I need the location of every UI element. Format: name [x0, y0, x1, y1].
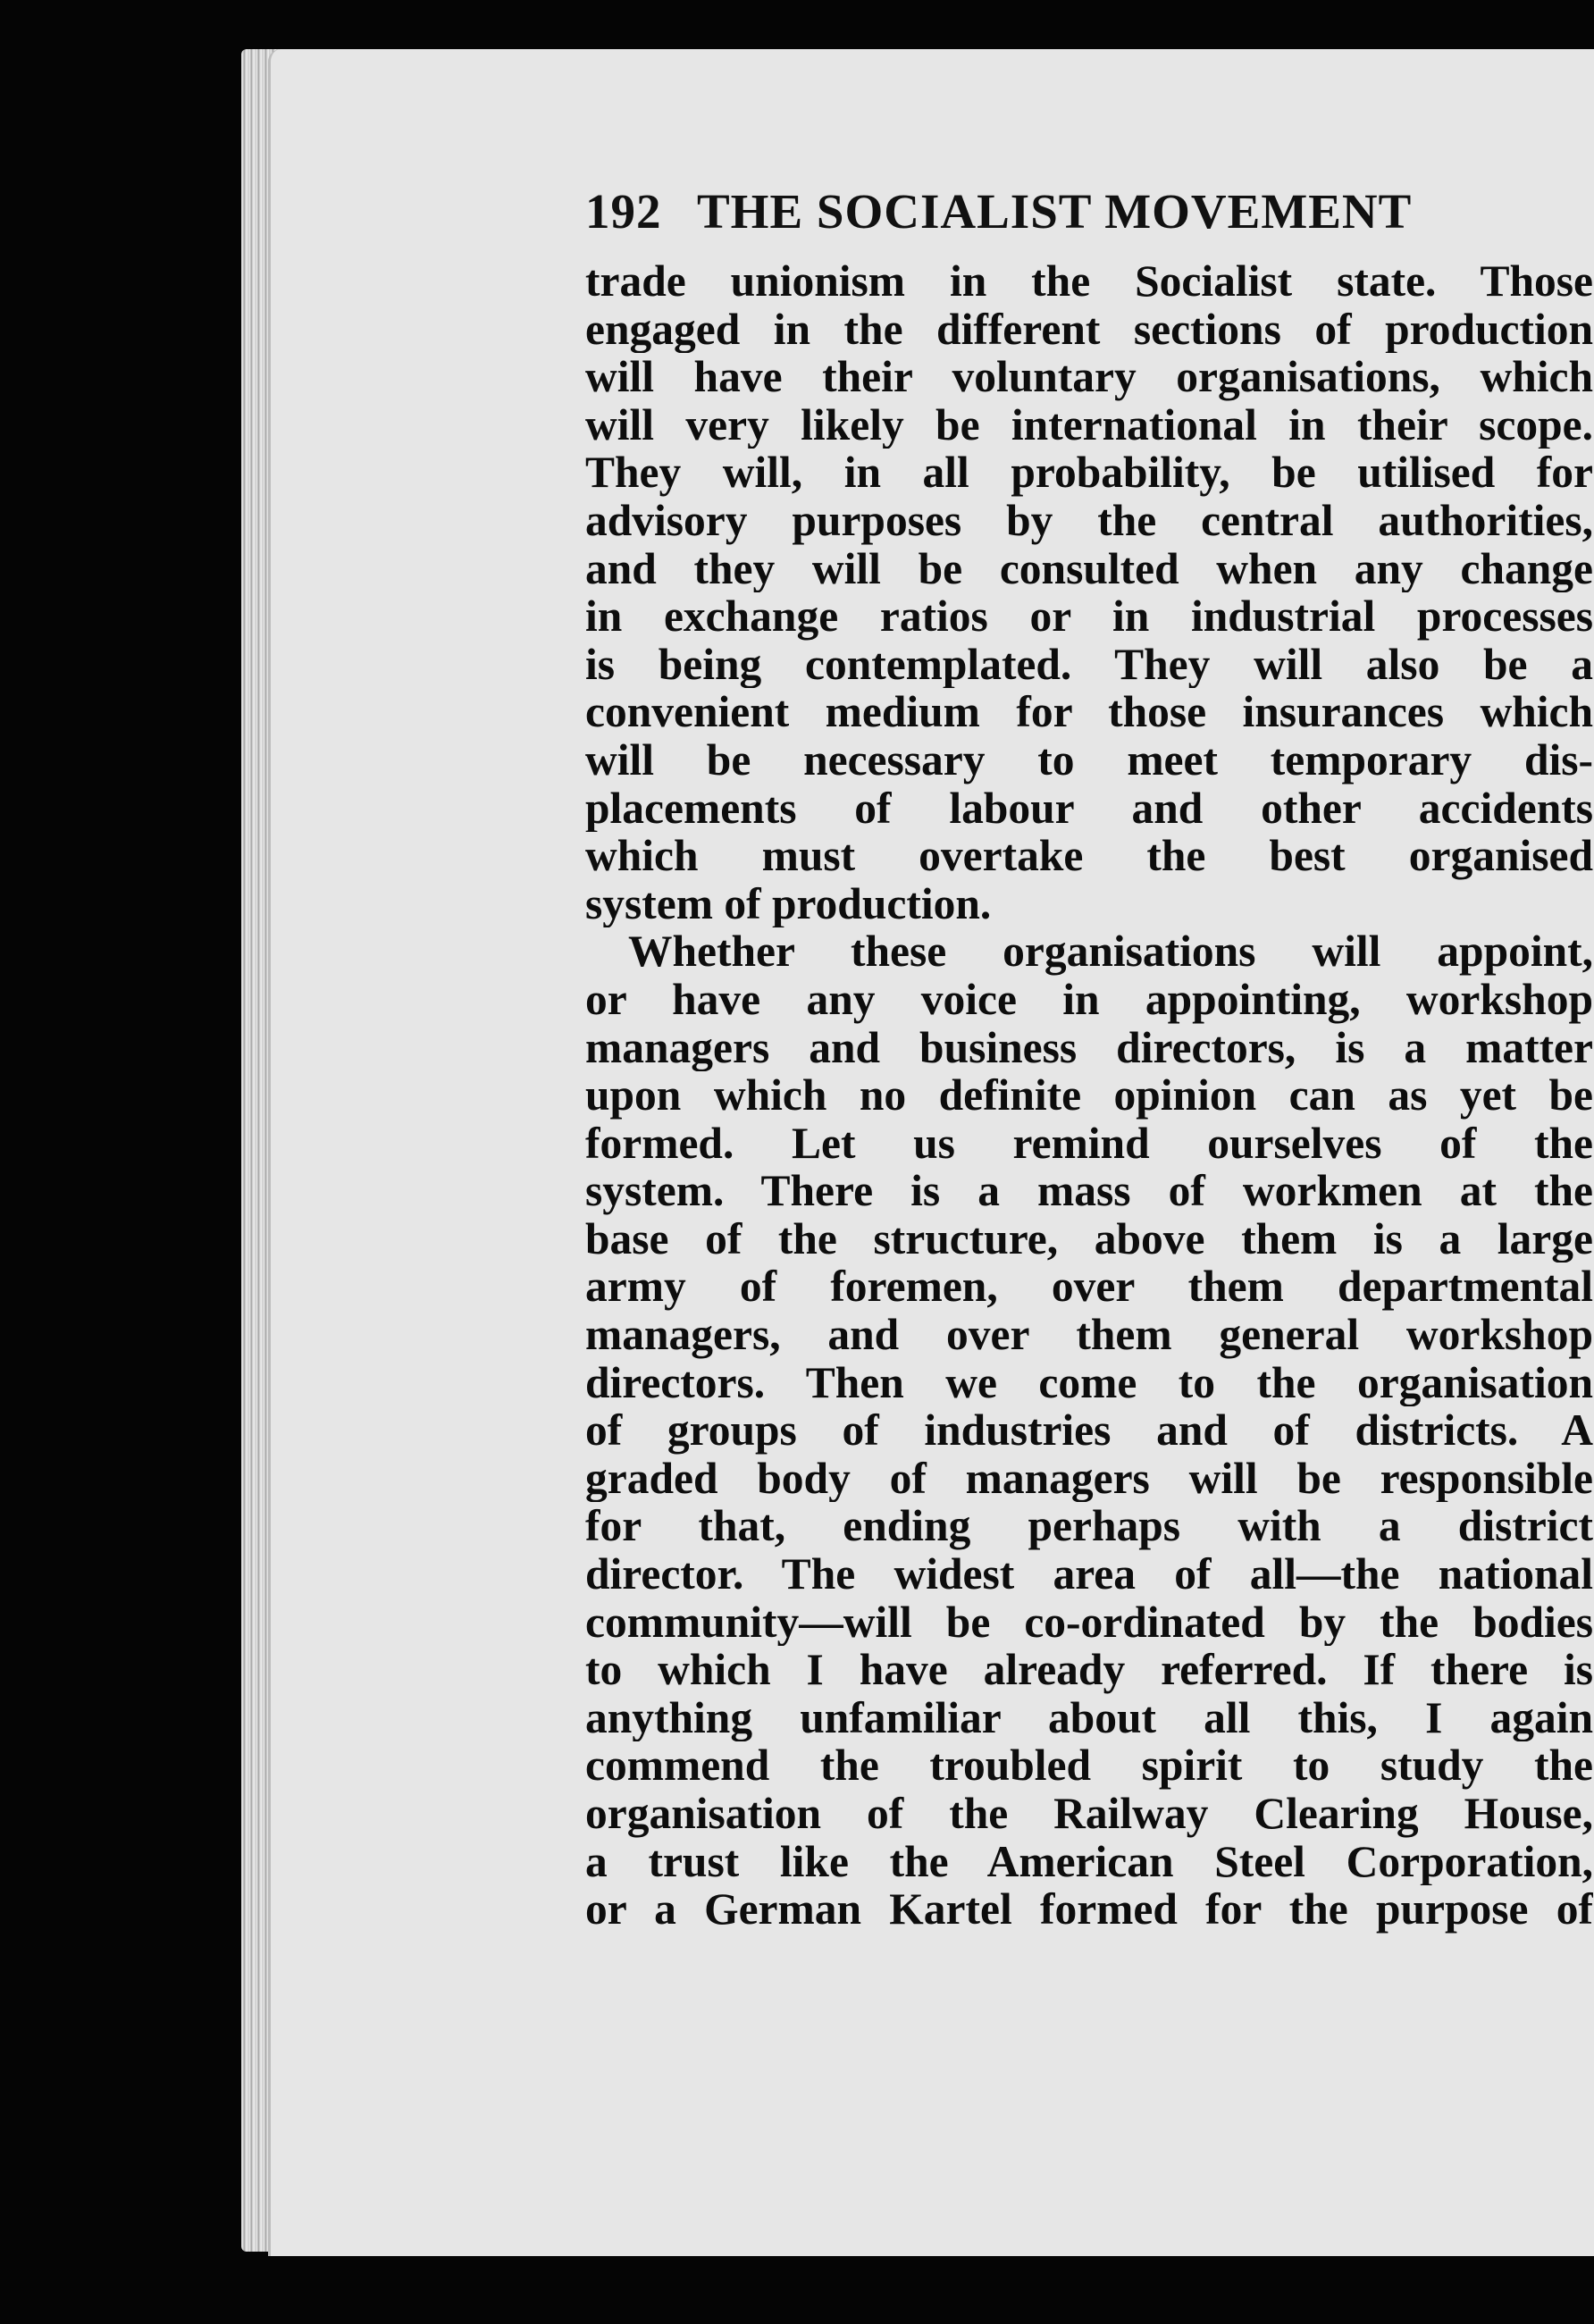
text-line: managers, and over them general workshop	[585, 1311, 1593, 1359]
text-line: will be necessary to meet temporary dis-	[585, 735, 1593, 784]
text-line: or have any voice in appointing, workshop	[585, 975, 1593, 1024]
text-line: organisation of the Railway Clearing House,	[585, 1790, 1593, 1838]
text-line: director. The widest area of all—the national	[585, 1550, 1593, 1598]
text-line: managers and business directors, is a matter	[585, 1023, 1593, 1072]
text-line: commend the troubled spirit to study the	[585, 1741, 1593, 1790]
running-title: THE SOCIALIST MOVEMENT	[697, 184, 1413, 239]
text-line: system. There is a mass of workmen at the	[585, 1167, 1593, 1215]
text-line: to which I have already referred. If there is	[585, 1646, 1593, 1694]
text-line: community—will be co-ordinated by the bodies	[585, 1598, 1593, 1647]
text-line: placements of labour and other accidents	[585, 784, 1593, 833]
text-line: army of foremen, over them departmental	[585, 1263, 1593, 1312]
paragraph	[585, 257, 1593, 927]
text-line: formed. Let us remind ourselves of the	[585, 1119, 1593, 1168]
page-number: 192	[585, 184, 662, 239]
text-line: upon which no definite opinion can as yet be	[585, 1071, 1593, 1120]
text-line: anything unfamiliar about all this, I again	[585, 1693, 1593, 1742]
text-line: which must overtake the best organised	[585, 832, 1593, 880]
text-line: or a German Kartel formed for the purpose of	[585, 1885, 1593, 1934]
text-line: for that, ending perhaps with a district	[585, 1502, 1593, 1551]
text-line: system of production.	[585, 879, 992, 928]
text-line: in exchange ratios or in industrial processes	[585, 592, 1593, 641]
text-line: trade unionism in the Socialist state. Those	[585, 257, 1593, 306]
text-line: engaged in the different sections of production	[585, 305, 1593, 354]
body-text	[585, 257, 1593, 1934]
text-line: advisory purposes by the central authorities,	[585, 496, 1593, 545]
text-line: of groups of industries and of districts. A	[585, 1406, 1593, 1455]
text-line: convenient medium for those insurances which	[585, 688, 1593, 736]
text-line: directors. Then we come to the organisation	[585, 1358, 1593, 1407]
text-line: will very likely be international in their scope.	[585, 400, 1593, 449]
text-line: is being contemplated. They will also be a	[585, 640, 1593, 689]
text-line: They will, in all probability, be utilised for	[585, 449, 1593, 497]
running-head	[585, 183, 1577, 239]
text-line: base of the structure, above them is a large	[585, 1214, 1593, 1263]
text-line: graded body of managers will be responsible	[585, 1454, 1593, 1503]
text-line: will have their voluntary organisations, which	[585, 353, 1593, 401]
paragraph	[585, 927, 1593, 1933]
text-line: and they will be consulted when any change	[585, 544, 1593, 593]
text-line: Whether these organisations will appoint,	[628, 927, 1593, 976]
text-line: a trust like the American Steel Corporation,	[585, 1837, 1593, 1886]
